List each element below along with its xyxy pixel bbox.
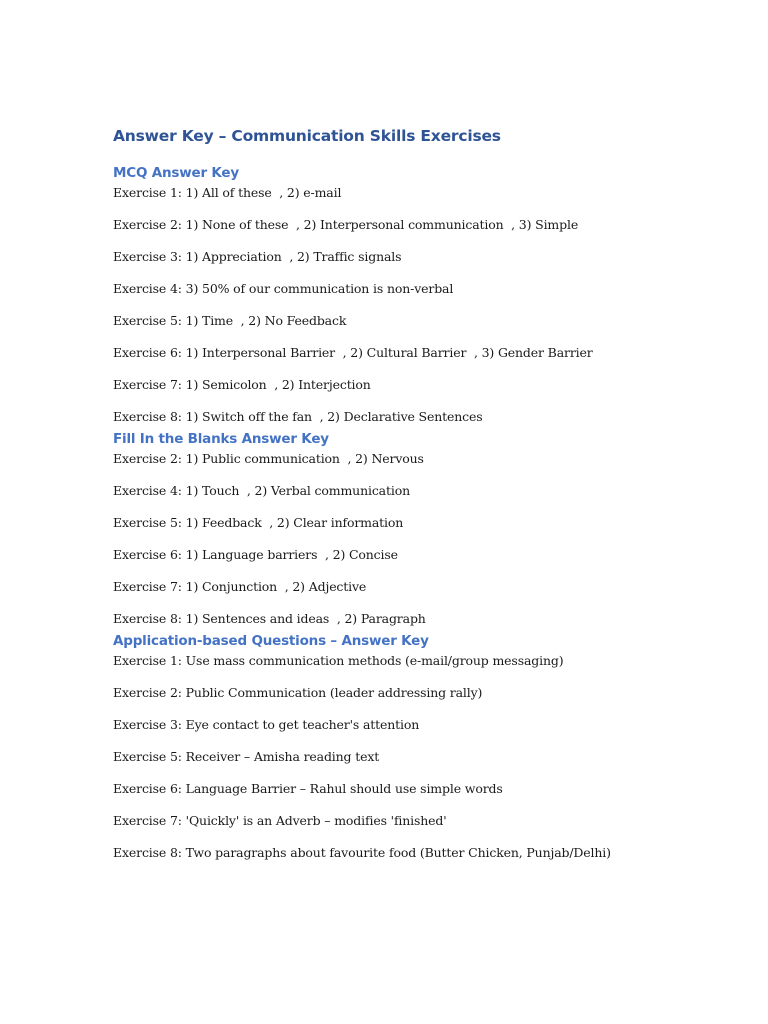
answer-line: Exercise 8: 1) Sentences and ideas , 2) Paragraph	[113, 611, 426, 626]
answer-line: Exercise 5: 1) Time , 2) No Feedback	[113, 313, 347, 328]
answer-line: Exercise 2: Public Communication (leader addressing rally)	[113, 685, 483, 700]
answer-line: Exercise 5: Receiver – Amisha reading text	[113, 749, 380, 764]
answer-line: Exercise 6: 1) Language barriers , 2) Concise	[113, 547, 398, 562]
section-heading-fill-in-blanks: Fill In the Blanks Answer Key	[113, 431, 329, 447]
document-page	[113, 124, 733, 862]
answer-line: Exercise 5: 1) Feedback , 2) Clear information	[113, 515, 404, 530]
answer-line: Exercise 2: 1) Public communication , 2) Nervous	[113, 451, 424, 466]
mcq-answer-key-section	[113, 162, 733, 426]
answer-line: Exercise 3: 1) Appreciation , 2) Traffic signals	[113, 249, 402, 264]
answer-line: Exercise 1: 1) All of these , 2) e-mail	[113, 185, 342, 200]
answer-line: Exercise 3: Eye contact to get teacher's attention	[113, 717, 420, 732]
answer-line: Exercise 7: 1) Semicolon , 2) Interjection	[113, 377, 371, 392]
answer-line: Exercise 8: Two paragraphs about favourite food (Butter Chicken, Punjab/Delhi)	[113, 845, 611, 860]
fill-in-the-blanks-section	[113, 428, 733, 628]
answer-line: Exercise 2: 1) None of these , 2) Interpersonal communication , 3) Simple	[113, 217, 579, 232]
answer-line: Exercise 8: 1) Switch off the fan , 2) Declarative Sentences	[113, 409, 483, 424]
answer-line: Exercise 6: 1) Interpersonal Barrier , 2) Cultural Barrier , 3) Gender Barrier	[113, 345, 593, 360]
document-title: Answer Key – Communication Skills Exercises	[113, 127, 501, 145]
answer-line: Exercise 7: 1) Conjunction , 2) Adjective	[113, 579, 367, 594]
answer-line: Exercise 6: Language Barrier – Rahul should use simple words	[113, 781, 503, 796]
answer-line: Exercise 7: 'Quickly' is an Adverb – modifies 'finished'	[113, 813, 447, 828]
answer-line: Exercise 4: 1) Touch , 2) Verbal communication	[113, 483, 410, 498]
answer-line: Exercise 1: Use mass communication methods (e-mail/group messaging)	[113, 653, 564, 668]
application-based-section	[113, 630, 733, 862]
answer-line: Exercise 4: 3) 50% of our communication is non-verbal	[113, 281, 454, 296]
section-heading-application-based: Application-based Questions – Answer Key	[113, 633, 429, 649]
section-heading-mcq: MCQ Answer Key	[113, 165, 239, 181]
